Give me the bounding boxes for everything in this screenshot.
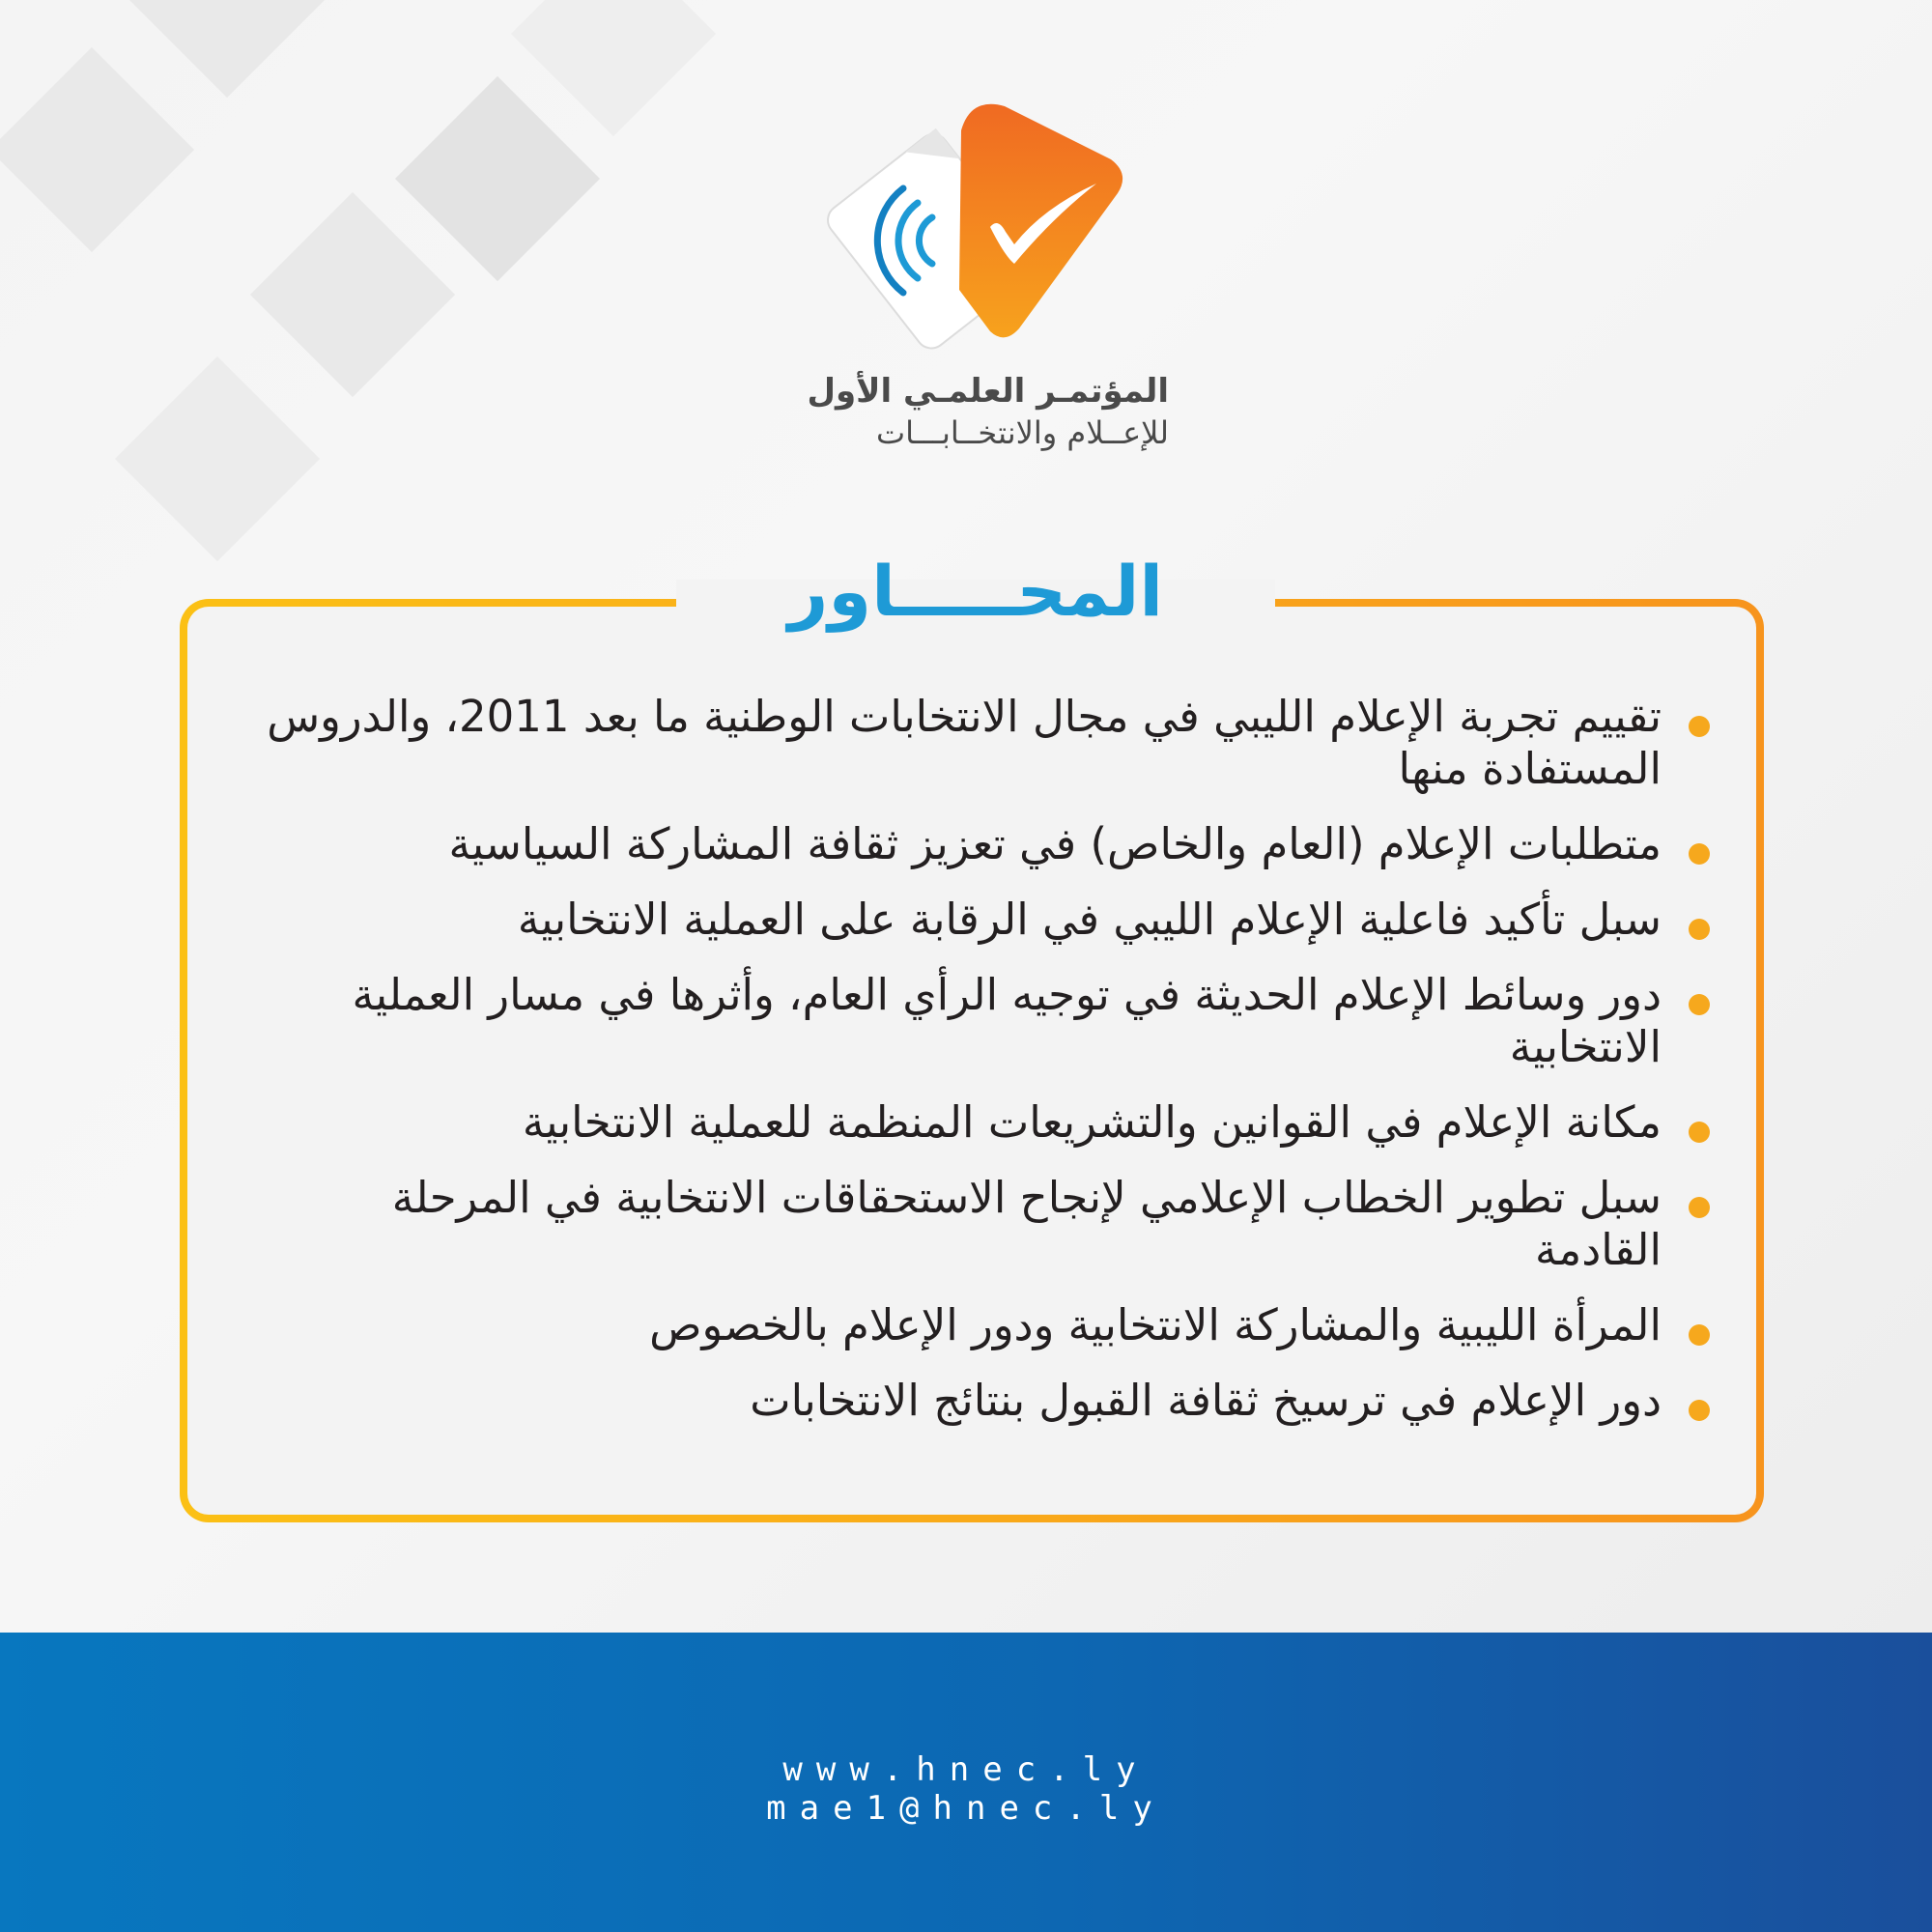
list-item: سبل تأكيد فاعلية الإعلام الليبي في الرقابة على العملية الانتخابية [261, 894, 1710, 946]
list-item: دور الإعلام في ترسيخ ثقافة القبول بنتائج الانتخابات [261, 1375, 1710, 1427]
decor-tile [250, 192, 455, 397]
decor-tile [125, 0, 329, 98]
list-item: مكانة الإعلام في القوانين والتشريعات المنظمة للعملية الانتخابية [261, 1096, 1710, 1149]
email-link[interactable]: mae1@hnec.ly [766, 1789, 1166, 1828]
list-item: دور وسائط الإعلام الحديثة في توجيه الرأي العام، وأثرها في مسار العملية الانتخابية [261, 969, 1710, 1073]
website-link[interactable]: www.hnec.ly [782, 1750, 1150, 1789]
decor-tile [511, 0, 716, 136]
list-item: سبل تطوير الخطاب الإعلامي لإنجاح الاستحقاقات الانتخابية في المرحلة القادمة [261, 1172, 1710, 1276]
decor-tile [395, 76, 600, 281]
conference-title [715, 372, 1169, 451]
bullet-icon [1689, 1324, 1710, 1346]
bullet-icon [1689, 843, 1710, 865]
decor-tile [0, 47, 194, 252]
bullet-icon [1689, 1122, 1710, 1143]
bullet-icon [1689, 1400, 1710, 1421]
section-heading: المحـــــاور [787, 551, 1164, 632]
bullet-icon [1689, 1197, 1710, 1218]
list-item: متطلبات الإعلام (العام والخاص) في تعزيز ثقافة المشاركة السياسية [261, 818, 1710, 870]
conference-logo-icon [816, 92, 1145, 362]
list-item: تقييم تجربة الإعلام الليبي في مجال الانتخابات الوطنية ما بعد 2011، والدروس المستفادة منها [261, 691, 1710, 795]
bullet-icon [1689, 919, 1710, 940]
list-item: المرأة الليبية والمشاركة الانتخابية ودور الإعلام بالخصوص [261, 1299, 1710, 1351]
axes-list [261, 691, 1710, 1450]
bullet-icon [1689, 716, 1710, 737]
contact-info [0, 1750, 1932, 1828]
bullet-icon [1689, 994, 1710, 1015]
conference-title-line1: المؤتمـر العلمـي الأول [807, 372, 1169, 411]
decor-tile [115, 356, 320, 561]
conference-title-line2: للإعــلام والانتخــابـــات [876, 414, 1169, 451]
